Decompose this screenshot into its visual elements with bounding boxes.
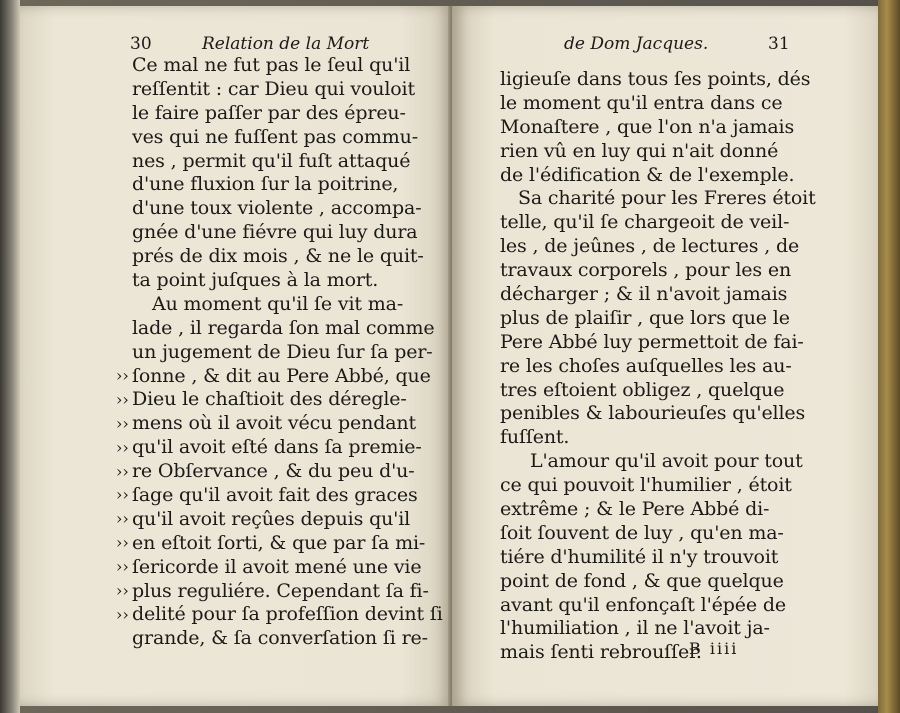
quote-mark: ››	[116, 366, 129, 385]
text-line: qu'il avoit eſté dans ſa premie-	[132, 436, 422, 459]
text-line: le faire paſſer par des épreu-	[132, 101, 406, 124]
quote-mark: ››	[116, 581, 129, 601]
text-line: ſonne , & dit au Pere Abbé, que	[132, 364, 431, 387]
text-line: delité pour ſa profeſſion devint ſi	[132, 603, 443, 626]
left-page-number: 30	[130, 34, 152, 54]
text-line: lade , il regarda ſon mal comme	[132, 316, 435, 339]
left-cover-edge	[0, 0, 20, 713]
text-line: mens où il avoit vécu pendant	[132, 412, 416, 435]
text-line: ce qui pouvoit l'humilier , étoit	[500, 474, 792, 497]
text-line: re les choſes auſquelles les au-	[500, 354, 792, 377]
quote-mark: ››	[116, 557, 129, 577]
text-line: L'amour qu'il avoit pour tout	[530, 450, 803, 473]
text-line: décharger ; & il n'avoit jamais	[500, 283, 788, 306]
text-line: en eſtoit ſorti, & que par ſa mi-	[132, 531, 426, 554]
text-line: qu'il avoit reçûes depuis qu'il	[132, 507, 411, 530]
text-line: Dieu le chaſtioit des déregle-	[132, 388, 407, 411]
text-line: Sa charité pour les Freres étoit	[518, 187, 816, 210]
quote-mark: ››	[116, 437, 129, 457]
text-line: Pere Abbé luy permettoit de fai-	[500, 330, 804, 353]
quote-mark: ››	[116, 389, 129, 409]
text-line: telle, qu'il ſe chargeoit de veil-	[500, 211, 790, 234]
text-line: ta point juſques à la mort.	[132, 269, 379, 292]
text-line: ſoit ſouvent de luy , qu'en ma-	[500, 521, 784, 544]
text-line: tiére d'humilité il n'y trouvoit	[500, 545, 779, 568]
text-line: travaux corporels , pour les en	[500, 259, 792, 282]
right-page	[452, 6, 878, 706]
text-line: les , de jeûnes , de lectures , de	[500, 235, 800, 258]
quote-mark: ››	[116, 509, 129, 529]
text-line: d'une toux violente , accompa-	[132, 197, 422, 220]
text-line: tres eſtoient obligez , quelque	[500, 378, 785, 401]
text-line: reſſentit : car Dieu qui vouloit	[132, 77, 415, 100]
text-line: fuſſent.	[500, 426, 570, 449]
right-cover-edge	[878, 0, 900, 713]
text-line: prés de dix mois , & ne le quit-	[132, 245, 424, 268]
signature-mark: B iiii	[689, 639, 739, 658]
text-line: Ce mal ne fut pas le ſeul qu'il	[132, 54, 411, 76]
left-body-text	[132, 54, 447, 651]
text-line: ligieuſe dans tous ſes points, dés	[500, 68, 811, 90]
text-line: ſericorde il avoit mené une vie	[132, 555, 422, 578]
quote-mark: ››	[116, 461, 129, 481]
text-line: mais ſenti rebrouſſer.	[500, 641, 702, 664]
text-line: d'une fluxion ſur la poitrine,	[132, 173, 399, 196]
right-running-head: de Dom Jacques.	[564, 34, 709, 54]
text-line: plus de plaiſir , que lors que le	[500, 306, 790, 329]
right-body-text	[500, 68, 840, 665]
text-line: point de fond , & que quelque	[500, 569, 784, 592]
quote-mark: ››	[116, 485, 129, 505]
text-line: l'humiliation , il ne l'avoit ja-	[500, 617, 770, 640]
left-page	[20, 6, 452, 706]
text-line: plus reguliére. Cependant ſa fi-	[132, 579, 429, 602]
text-line: ſage qu'il avoit fait des graces	[132, 484, 418, 507]
left-quote-marks	[116, 364, 130, 627]
text-line: un jugement de Dieu ſur ſa per-	[132, 340, 433, 363]
quote-mark: ››	[116, 604, 129, 624]
text-line: de l'édification & de l'exemple.	[500, 163, 795, 186]
quote-mark: ››	[116, 533, 129, 553]
text-line: le moment qu'il entra dans ce	[500, 91, 783, 114]
text-line: grande, & ſa converſation ſi re-	[132, 627, 428, 650]
text-line: nes , permit qu'il fuſt attaqué	[132, 149, 411, 172]
text-line: Monaſtere , que l'on n'a jamais	[500, 115, 795, 138]
text-line: Au moment qu'il ſe vit ma-	[152, 292, 404, 315]
text-line: re Obſervance , & du peu d'u-	[132, 460, 415, 483]
text-line: extrême ; & le Pere Abbé di-	[500, 498, 770, 521]
quote-mark: ››	[116, 413, 129, 433]
text-line: avant qu'il enfonçaſt l'épée de	[500, 593, 786, 616]
text-line: rien vû en luy qui n'ait donné	[500, 139, 779, 162]
text-line: ves qui ne fuſſent pas commu-	[132, 125, 418, 148]
left-running-head: Relation de la Mort	[202, 34, 370, 54]
text-line: penibles & labourieuſes qu'elles	[500, 402, 806, 425]
text-line: gnée d'une fiévre qui luy dura	[132, 221, 418, 244]
right-page-number: 31	[768, 34, 790, 54]
